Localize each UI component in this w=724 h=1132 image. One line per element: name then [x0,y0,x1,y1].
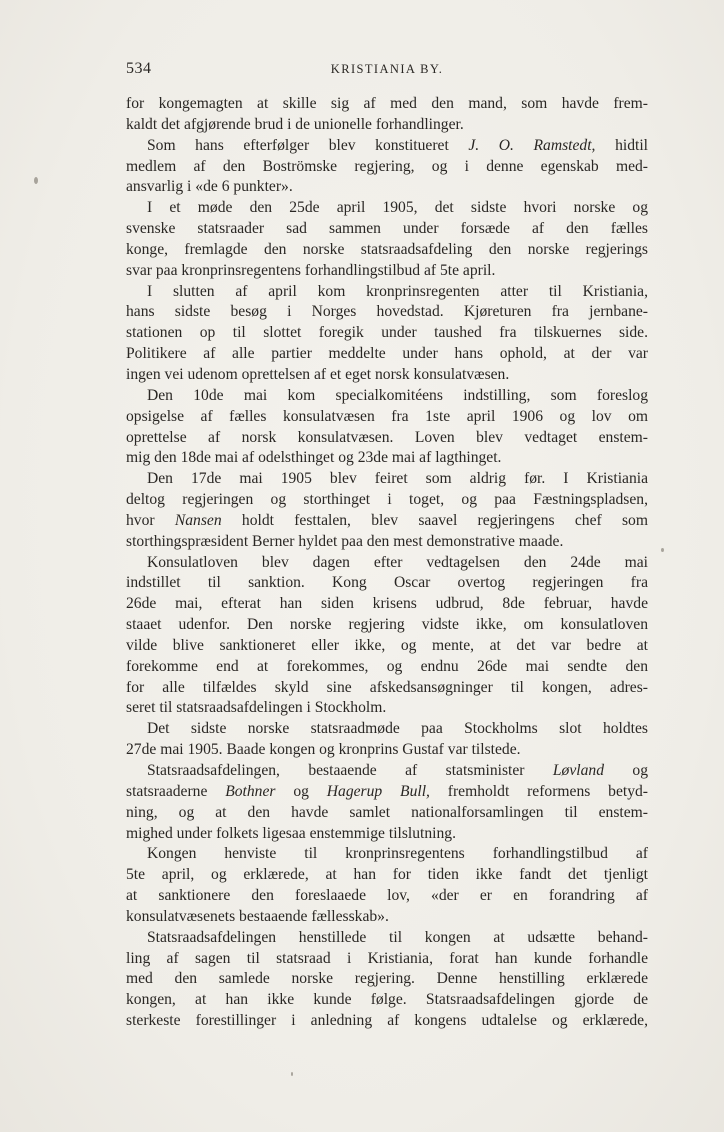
text-line: Som hans efterfølger blev konstitueret J. O. Ramstedt, hidtil [147,136,648,154]
text-line: seret til statsraadsafdelingen i Stockholm. [126,699,387,717]
text-line: Det sidste norske statsraadmøde paa Stockholms slot holdtes [147,720,648,738]
paper-speck [661,548,664,552]
text-line: 27de mai 1905. Baade kongen og kronprins Gustaf var tilstede. [126,741,521,759]
text-line: deltog regjeringen og storthinget i toget, og paa Fæstningspladsen, [126,491,648,509]
person-name: Nansen [174,511,222,529]
text-line: hvor Nansen holdt festtalen, blev saavel regjeringens chef som [126,511,648,529]
text-line: vilde blive sanktioneret eller ikke, og mente, at det var bedre at [126,636,648,654]
paper-speck [34,177,38,184]
text-line: hans sidste besøg i Norges hovedstad. Kjøreturen fra jernbane- [126,303,648,321]
text-line: forekomme end at forekommes, og endnu 26de mai sendte den [126,657,648,675]
text-line: for kongemagten at skille sig af med den mand, som havde frem- [126,95,648,112]
text-line: staaet udenfor. Den norske regjering vidste ikke, om konsulatloven [126,616,648,634]
text-line: Den 17de mai 1905 blev feiret som aldrig før. I Kristiania [147,470,648,488]
text-line: mighed under folkets ligesaa enstemmige tilslutning. [126,824,457,842]
page-header [126,60,648,82]
text-line: Den 10de mai kom specialkomitéens indstilling, som foreslog [147,386,648,404]
text-line: indstillet til sanktion. Kong Oscar overtog regjeringen fra [126,574,648,592]
body-text [126,94,648,1032]
text-line: kongen, at han ikke kunde følge. Statsraadsafdelingen gjorde de [126,991,648,1009]
text-line: 26de mai, efterat han siden krisens udbrud, 8de februar, havde [126,595,648,613]
text-line: med den samlede norske regjering. Denne henstilling erklærede [126,970,648,988]
text-line: mig den 18de mai af odelsthinget og 23de mai af lagthinget. [126,449,502,467]
text-line: I et møde den 25de april 1905, det sidste hvori norske og [147,199,648,217]
text-line: oprettelse af norsk konsulatvæsen. Loven blev vedtaget enstem- [126,428,648,446]
text-line: stationen op til slottet foregik under taushed fra tilskuernes side. [126,324,648,342]
text-line: storthingspræsident Berner hyldet paa den mest demonstrative maade. [126,532,564,550]
text-line: Statsraadsafdelingen henstillede til kongen at udsætte behand- [147,928,648,946]
text-line: Kongen henviste til kronprinsregentens forhandlingstilbud af [147,845,648,863]
text-line: at sanktionere den foreslaaede lov, «der er en forandring af [126,887,648,905]
text-line: I slutten af april kom kronprinsregenten atter til Kristiania, [147,282,648,300]
text-line: medlem af den Boströmske regjering, og i denne egenskab med- [126,157,648,175]
text-line: Politikere af alle partier meddelte under hans ophold, at der var [126,345,648,363]
text-line: konsulatvæsenets bestaaende fællesskab». [126,907,389,925]
text-line: ansvarlig i «de 6 punkter». [126,178,293,196]
text-line: ling af sagen til statsraad i Kristiania, forat han kunde forhandle [126,949,648,967]
person-name: Hagerup Bull, [326,782,430,800]
text-line: ingen vei udenom oprettelsen af et eget norsk konsulatvæsen. [126,365,510,383]
text-line: Konsulatloven blev dagen efter vedtagelsen den 24de mai [147,553,648,571]
person-name: Bothner [225,782,276,800]
running-head: KRISTIANIA BY. [330,62,444,76]
text-line: ning, og at den havde samlet nationalforsamlingen til enstem- [126,803,648,821]
text-line: 5te april, og erklærede, at han for tiden ikke fandt det tjenligt [126,866,648,884]
text-line: statsraaderne Bothner og Hagerup Bull, fremholdt reformens betyd- [126,782,648,800]
text-line: konge, fremlagde den norske statsraadsafdeling den norske regjerings [126,240,648,258]
text-line: opsigelse af fælles konsulatvæsen fra 1ste april 1906 og lov om [126,407,648,425]
person-name: J. O. Ramstedt, [468,136,596,154]
text-line: Statsraadsafdelingen, bestaaende af statsminister Løvland og [147,762,648,779]
text-line: svenske statsraader sad sammen under forsæde af den fælles [126,220,648,238]
page-number: 534 [126,60,152,77]
text-line: sterkeste forestillinger i anledning af kongens udtalelse og erklærede, [126,1012,648,1030]
paper-speck [291,1072,293,1076]
text-line: for alle tilfældes skyld sine afskedsansøgninger til kongen, adres- [126,678,648,696]
text-line: kaldt det afgjørende brud i de unionelle forhandlinger. [126,115,464,133]
person-name: Løvland [552,762,604,779]
text-line: svar paa kronprinsregentens forhandlingstilbud af 5te april. [126,261,496,279]
